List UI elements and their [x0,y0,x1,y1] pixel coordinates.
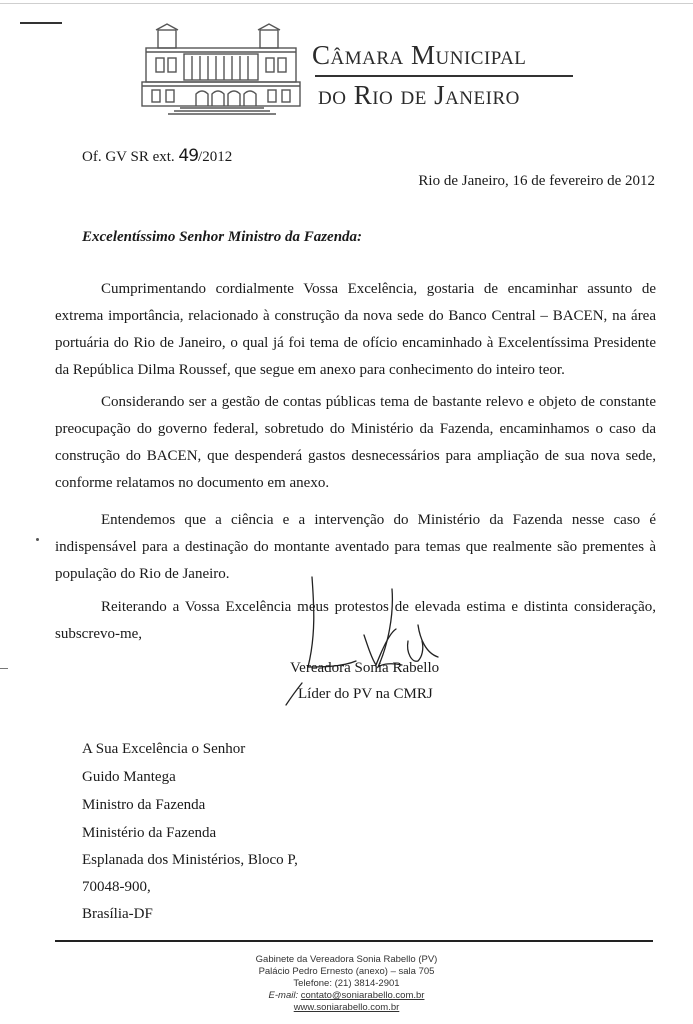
footer-phone: Telefone: (21) 3814-2901 [293,978,400,989]
recipient-line: A Sua Excelência o Senhor [82,741,246,757]
body-paragraph-3: Entendemos que a ciência e a intervenção do Ministério da Fazenda nesse caso é indispensável para a destinação do montante aventado para temas que realmente são prementes à população do Rio de Janeiro. [55,512,656,582]
margin-mark [0,668,8,669]
body-paragraph-2: Considerando ser a gestão de contas públicas tema de bastante relevo e objeto de constante preocupação do governo federal, sobretudo do Ministério da Fazenda, encaminhamos o caso da construção do BACEN, que despenderá gastos desnecessários para ampliação de sua nova sede, conforme relatamos no documento em anexo. [55,394,656,491]
recipient-line: 70048-900, [82,879,151,895]
recipient-line: Ministério da Fazenda [82,825,217,841]
recipient-line: Brasília-DF [82,906,153,922]
margin-dot [36,538,39,541]
institution-name-line2: do Rio de Janeiro [318,80,520,110]
date-line: Rio de Janeiro, 16 de fevereiro de 2012 [418,173,655,189]
body-paragraph-1: Cumprimentando cordialmente Vossa Excelência, gostaria de encaminhar assunto de extrema importância, relacionado à construção da nova sede do Banco Central – BACEN, na área portuária do Rio de Janeiro, o qual já foi tema de ofício encaminhado à Excelentíssima Presidente da República Dilma Roussef, que segue em anexo para conhecimento do inteiro teor. [55,281,656,378]
footer-email-line [0,990,693,1001]
letterhead-rule [315,75,573,77]
footer-website-line [0,1002,693,1013]
signer-role: Líder do PV na CMRJ [298,686,433,702]
fold-mark [20,22,62,24]
footer-email-link[interactable]: contato@soniarabello.com.br [300,990,425,1001]
footer-office: Gabinete da Vereadora Sonia Rabello (PV) [255,954,438,965]
footer-email-label: E-mail: [268,990,299,1001]
recipient-line: Guido Mantega [82,769,176,785]
footer-address: Palácio Pedro Ernesto (anexo) – sala 705 [258,966,435,977]
scan-edge-line [0,3,693,4]
footer-rule [55,940,653,942]
closing-paragraph: Reiterando a Vossa Excelência meus protestos de elevada estima e distinta consideração, subscrevo-me, [55,599,656,642]
recipient-line: Esplanada dos Ministérios, Bloco P, [82,852,298,868]
palace-building-icon [140,22,305,117]
reference-number: 49 [178,146,199,166]
salutation: Excelentíssimo Senhor Ministro da Fazenda: [82,229,363,245]
signer-name: Vereadora Sonia Rabello [290,660,440,676]
institution-name-line1: Câmara Municipal [312,40,527,70]
footer-website-link[interactable]: www.soniarabello.com.br [293,1002,400,1013]
reference-prefix: Of. GV SR ext. [82,149,175,165]
recipient-line: Ministro da Fazenda [82,797,206,813]
reference-suffix: /2012 [198,149,233,165]
office-reference [82,146,232,166]
